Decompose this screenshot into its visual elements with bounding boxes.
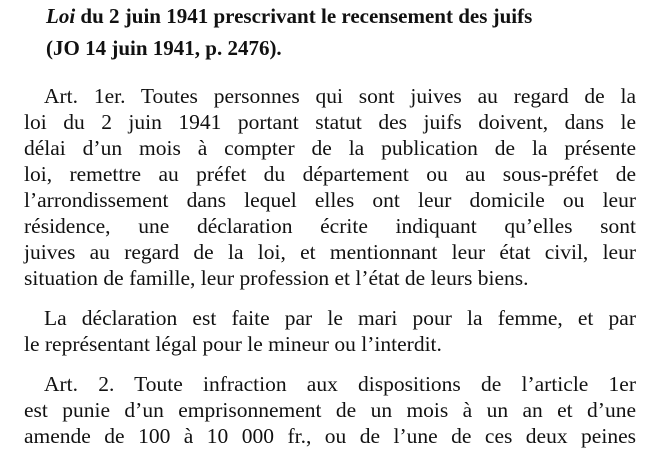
paragraph-2-line: le représentant légal pour le mineur ou l’interdit. [24, 332, 442, 356]
paragraph-3-line: est punie d’un emprisonnement de un mois à un an et d’une [24, 398, 636, 422]
paragraph-1-line: l’arrondissement dans lequel elles ont leur domicile ou leur [24, 188, 636, 212]
paragraph-1-line: délai d’un mois à compter de la publication de la présente [24, 136, 636, 160]
paragraph-1-line: loi du 2 juin 1941 portant statut des juifs doivent, dans le [24, 110, 636, 134]
paragraph-1-line: résidence, une déclaration écrite indiquant qu’elles sont [24, 214, 636, 238]
title-line-1: du 2 juin 1941 prescrivant le recensement des juifs [75, 4, 533, 28]
document-title [46, 4, 532, 29]
paragraph-1-line: loi, remettre au préfet du département ou au sous-préfet de [24, 162, 636, 186]
paragraph-1-line: Art. 1er. Toutes personnes qui sont juives au regard de la [44, 84, 636, 108]
paragraph-3-line: amende de 100 à 10 000 fr., ou de l’une de ces deux peines [24, 424, 636, 448]
paragraph-2-line: La déclaration est faite par le mari pour la femme, et par [44, 306, 636, 330]
paragraph-1-line: juives au regard de la loi, et mentionnant leur état civil, leur [24, 240, 636, 264]
title-loi-word: Loi [46, 4, 76, 28]
title-line-2: (JO 14 juin 1941, p. 2476). [46, 36, 282, 60]
paragraph-1-line: situation de famille, leur profession et l’état de leurs biens. [24, 266, 529, 290]
paragraph-3-line: Art. 2. Toute infraction aux dispositions de l’article 1er [44, 372, 636, 396]
